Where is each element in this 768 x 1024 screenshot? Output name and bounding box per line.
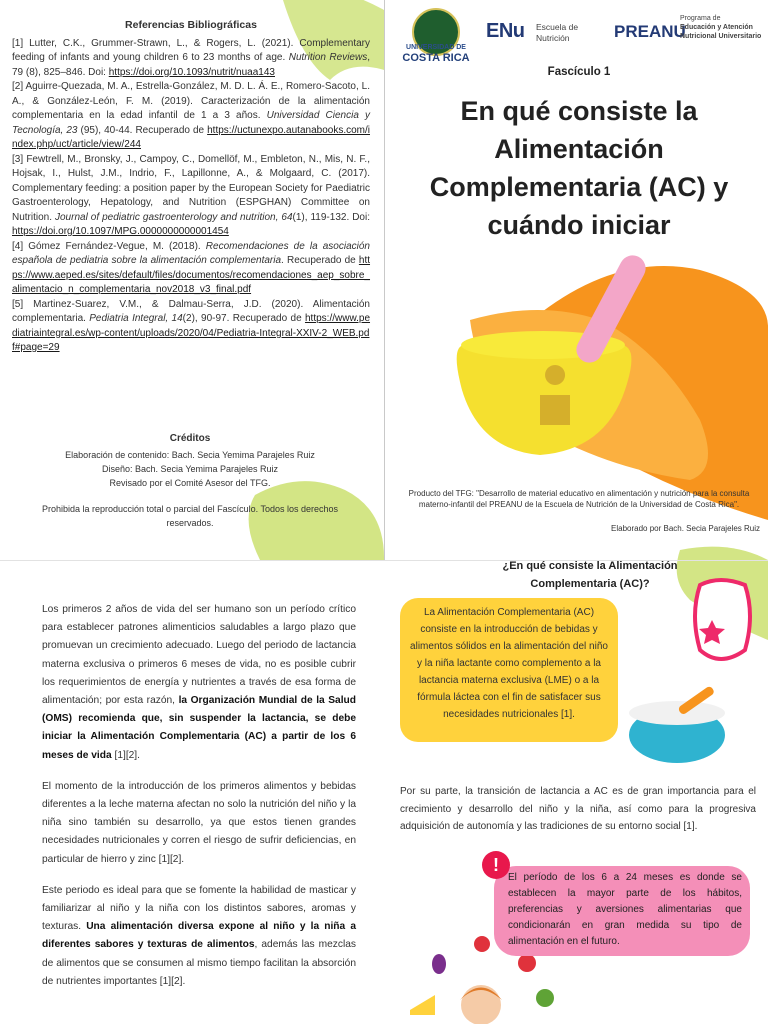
credits-section [30,432,350,530]
transition-paragraph: Por su parte, la transición de lactancia a AC es de gran importancia para el crecimiento y desarrollo del niño y la niña, así como para la progresiva adquisición de autonomía y las tradiciones de su entorno social [1]. [400,786,756,832]
section-question-title: ¿En qué consiste la Alimentación Complementaria (AC)? [502,560,678,590]
cheese-icon [410,995,435,1015]
intro-paragraph-3: Este periodo es ideal para que se fomente la habilidad de masticar y familiarizar al niño y la niña con los distintos sabores, aromas y texturas. Una alimentación diversa expone al niño y la niña a diferentes sabores y texturas de alimentos, además las mezclas de alimentos que se consumen al mismo tiempo facilitan la absorción de nutrientes importantes [1][2]. [42,884,356,987]
reference-5-link[interactable]: https://www.pediatriaintegral.es/wp-content/uploads/2020/04/Pediatria-Integral-XXIV-2_WEB.pdf#page=29 [12,313,371,353]
reference-4: [4] Gómez Fernández-Vegue, M. (2018). Recomendaciones de la asociación española de pediatria sobre la alimentación complementaria. Recuperado de https://www.aeped.es/sites/default/files/documentos/recomendaciones_aep_sobre_alimentacio_n_complementaria_nov2018_v3_final.pdf [12,240,371,295]
eggplant-icon [432,954,446,974]
fasciculo-label: Fascículo 1 [547,66,611,78]
references-section [12,18,370,356]
credits-line-review: Revisado por el Comité Asesor del TFG. [109,478,271,488]
product-note: Producto del TFG: "Desarrollo de material educativo en alimentación y nutrición para la consulta materno-infantil del PREANU de la Escuela de Nutrición de la Universidad de Costa Rica". [408,489,750,509]
reference-2-link[interactable]: https://uctunexpo.autanabooks.com/index.php/uct/article/view/244 [12,124,370,150]
intro-text [42,601,356,1004]
definition-text: La Alimentación Complementaria (AC) consiste en la introducción de bebidas y alimentos sólidos en la alimentación del niño y la niña lactante como complemento a la lactancia materna exclusiva (LME) o a la fórmula láctea con el fin de satisfacer sus necesidades nutricionales [1]. [410,607,608,720]
apple-icon [518,954,536,972]
page-title: En qué consiste la Alimentación Complementaria (AC) y cuándo iniciar [429,96,729,240]
reference-1-link[interactable]: https://doi.org/10.1093/nutrit/nuaa143 [108,66,275,78]
vertical-fold-line [384,0,385,560]
credits-line-design: Diseño: Bach. Secia Yemima Parajeles Ruiz [101,464,279,474]
enu-logo-subtitle: Escuela de Nutrición [536,22,579,43]
child-face-illustration [461,985,501,1024]
broccoli-icon [536,989,554,1007]
credits-line-content: Elaboración de contenido: Bach. Secia Yemima Parajeles Ruiz [65,450,315,460]
alert-icon: ! [482,851,510,879]
enu-logo: ENu [486,20,525,42]
references-title: Referencias Bibliográficas [125,19,257,31]
logo-header [394,6,764,66]
credits-title: Créditos [169,433,211,444]
tomato-icon [474,936,490,952]
preanu-logo: PREANU [614,22,686,41]
reference-2: [2] Aguirre-Quezada, M. A., Estrella-González, M. D. L. Á. E., Romero-Sacoto, L. A., & González-León, F. M. (2019). Caracterización de la alimentación complementaria en la edad infantil de 1 a 3 años. Universidad Ciencia y Tecnología, 23 (95), 40-44. Recuperado de https://uctunexpo.autanabooks.com/index.php/uct/article/view/244 [12,81,370,150]
reference-3: [3] Fewtrell, M., Bronsky, J., Campoy, C., Domellöf, M., Embleton, N., Mis, N. F., Hojsak, I., Hulst, J.M., Indrio, F., Lapillonne, A., & Molgaard, C. (2017). Complementary feeding: a position paper by the European Society for Paediatric Gastroenterology, Hepatology, and Nutrition (ESPGHAN) Committee on Nutrition. Journal of pediatric gastroenterology and nutrition, 64(1), 119-132. Doi: https://doi.org/10.1097/MPG.0000000000001454 [12,153,370,237]
author-note: Elaborado por Bach. Secia Parajeles Ruiz [611,524,760,533]
cereal-bowl-content [629,701,725,725]
period-note-text: El período de los 6 a 24 meses es donde se establecen la mayor parte de los hábitos, preferencias y aversiones alimentarias que condicionarán en gran medida su tipo de alimentación en el futuro. [508,872,742,947]
intro-paragraph-2: El momento de la introducción de los primeros alimentos y bebidas diferentes a la leche materna afectan no solo la nutrición del niño y la niña sino también su desarrollo, ya que estos tienen grandes necesidades nutricionales y corren el riesgo de sufrir deficiencias, en particular de hierro y zinc [1][2]. [42,780,356,865]
reference-3-link[interactable]: https://doi.org/10.1097/MPG.0000000000001454 [12,226,229,237]
ucr-logo-text: UNIVERSIDAD DE COSTA RICA [402,44,470,64]
reference-5: [5] Martinez-Suarez, V.M., & Dalmau-Serra, J.D. (2020). Alimentación complementaria. Pediatria Integral, 14(2), 90-97. Recuperado de https://www.pediatriaintegral.es/wp-content/uploads/2020/04/Pediatria-Integral-XXIV-2_WEB.pdf#page=29 [12,298,371,353]
intro-paragraph-1: Los primeros 2 años de vida del ser humano son un período crítico para establecer patrones alimenticios saludables a largo plazo que promuevan un crecimiento adecuado. Luego del periodo de lactancia materna exclusiva o primeros 6 meses de vida, no es posible cubrir los requerimientos de energía y nutrientes a través de esa forma de alimentación; por esta razón, la Organización Mundial de la Salud (OMS) recomienda que, sin suspender la lactancia, se debe iniciar la Alimentación Complementaria (AC) a partir de los 6 meses de vida [1][2]. [42,604,356,761]
copyright-notice: Prohibida la reproducción total o parcial del Fascículo. Todos los derechos reservados. [41,504,338,528]
reference-4-link[interactable]: https://www.aeped.es/sites/default/files/documentos/recomendaciones_aep_sobre_alimentacio_n_complementaria_nov2018_v3_final.pdf [12,255,371,295]
reference-1: [1] Lutter, C.K., Grummer-Strawn, L., & Rogers, L. (2021). Complementary feeding of infants and young children 6 to 23 months of age. Nutrition Reviews, 79 (8), 825–846. Doi: https://doi.org/10.1093/nutrit/nuaa143 [12,37,370,78]
preanu-logo-subtitle: Programa de Educación y Atención Nutricional Universitario [680,15,762,40]
